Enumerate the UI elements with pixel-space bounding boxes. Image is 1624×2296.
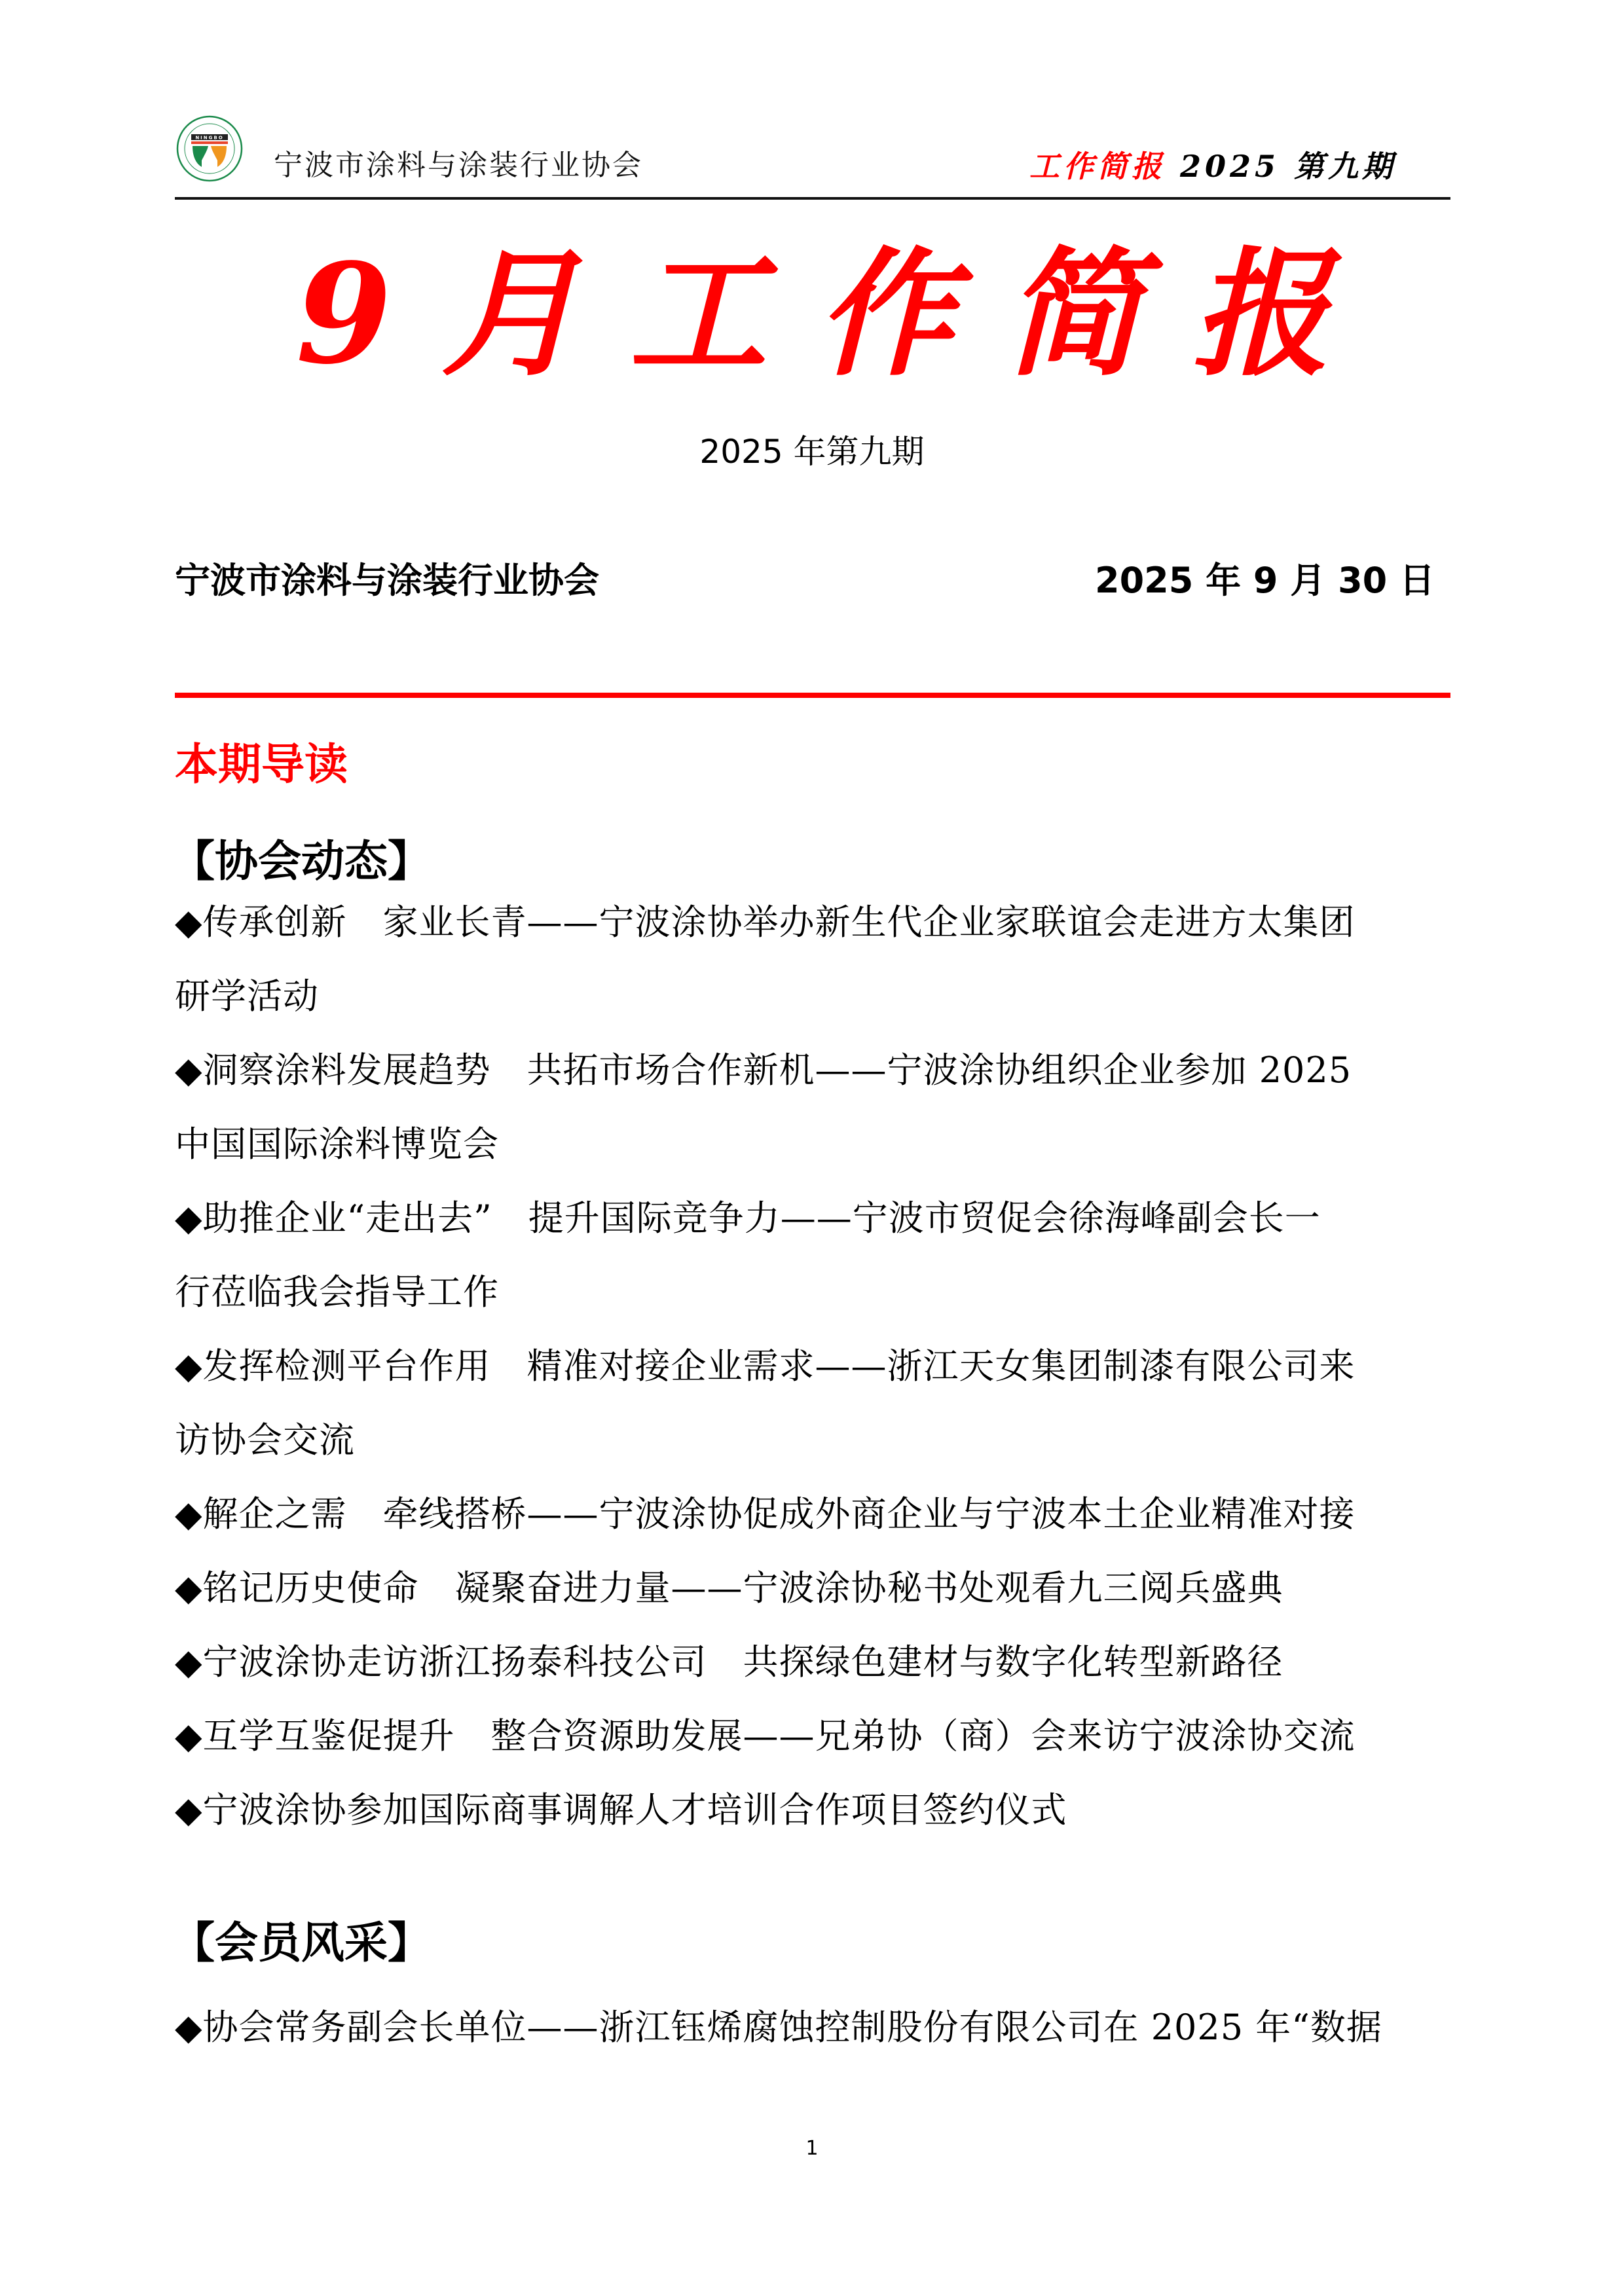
title-char: 月 (441, 233, 580, 395)
toc-item-line: ◆互学互鉴促提升 整合资源助发展——兄弟协（商）会来访宁波涂协交流 (175, 1715, 1356, 1757)
toc-item-line: ◆宁波涂协参加国际商事调解人才培训合作项目签约仪式 (175, 1789, 1067, 1831)
logo-emblem-icon (175, 115, 244, 183)
toc-item-line: ◆洞察涂料发展趋势 共拓市场合作新机——宁波涂协组织企业参加 2025 (175, 1049, 1352, 1091)
publication-date: 2025 年 9 月 30 日 (1095, 560, 1435, 601)
header-divider (175, 197, 1450, 200)
toc-item-line: 访协会交流 (175, 1419, 355, 1461)
section-title-association-news: 【协会动态】 (172, 836, 431, 886)
association-logo (175, 115, 244, 183)
toc-item-line: ◆传承创新 家业长青——宁波涂协举办新生代企业家联谊会走进方太集团 (175, 902, 1356, 943)
toc-item[interactable] (175, 1773, 1450, 1847)
toc-item-line: 行莅临我会指导工作 (175, 1271, 499, 1313)
title-char: 工 (629, 233, 767, 395)
issue-line: 2025 年第九期 (699, 433, 925, 471)
toc-item-line: ◆解企之需 牵线搭桥——宁波涂协促成外商企业与宁波本土企业精准对接 (175, 1493, 1356, 1535)
toc-item-line: ◆铭记历史使命 凝聚奋进力量——宁波涂协秘书处观看九三阅兵盛典 (175, 1567, 1283, 1609)
toc-item[interactable] (175, 1329, 1450, 1477)
toc-item-line: ◆助推企业“走出去” 提升国际竞争力——宁波市贸促会徐海峰副会长一 (175, 1197, 1321, 1239)
toc-item-line: 中国国际涂料博览会 (175, 1123, 499, 1165)
bulletin-title (175, 229, 1450, 399)
title-char: 报 (1191, 233, 1329, 395)
toc-title: 本期导读 (175, 739, 348, 790)
toc-item-line: ◆发挥检测平台作用 精准对接企业需求——浙江天女集团制漆有限公司来 (175, 1345, 1356, 1387)
header-bulletin-label: 工作简报 (1029, 149, 1166, 184)
header-org-name: 宁波市涂料与涂装行业协会 (274, 149, 643, 182)
section-title-member-showcase: 【会员风采】 (172, 1918, 431, 1968)
toc-item[interactable] (175, 1625, 1450, 1699)
toc-item[interactable] (175, 1551, 1450, 1625)
toc-item[interactable] (175, 1699, 1450, 1773)
toc-list-association-news (175, 885, 1450, 1847)
toc-item[interactable] (175, 1181, 1450, 1329)
toc-item[interactable] (175, 885, 1450, 1033)
toc-list-member-showcase (175, 1990, 1450, 2064)
header-issue-label (1029, 149, 1396, 183)
page-number: 1 (805, 2137, 819, 2160)
toc-item[interactable] (175, 1033, 1450, 1181)
toc-item[interactable] (175, 1477, 1450, 1551)
toc-item[interactable] (175, 1990, 1450, 2064)
publisher-name: 宁波市涂料与涂装行业协会 (175, 560, 599, 601)
toc-item-line: ◆协会常务副会长单位——浙江钰烯腐蚀控制股份有限公司在 2025 年“数据 (175, 2007, 1382, 2048)
title-char: 作 (817, 233, 955, 395)
header-issue-number: 2025 第九期 (1180, 149, 1397, 184)
toc-item-line: ◆宁波涂协走访浙江扬泰科技公司 共探绿色建材与数字化转型新路径 (175, 1641, 1283, 1683)
title-char: 简 (1004, 233, 1142, 395)
red-divider (175, 693, 1450, 698)
logo-band-text: NINGBO (195, 135, 224, 141)
title-char: 9 (296, 233, 392, 395)
toc-item-line: 研学活动 (175, 975, 319, 1017)
